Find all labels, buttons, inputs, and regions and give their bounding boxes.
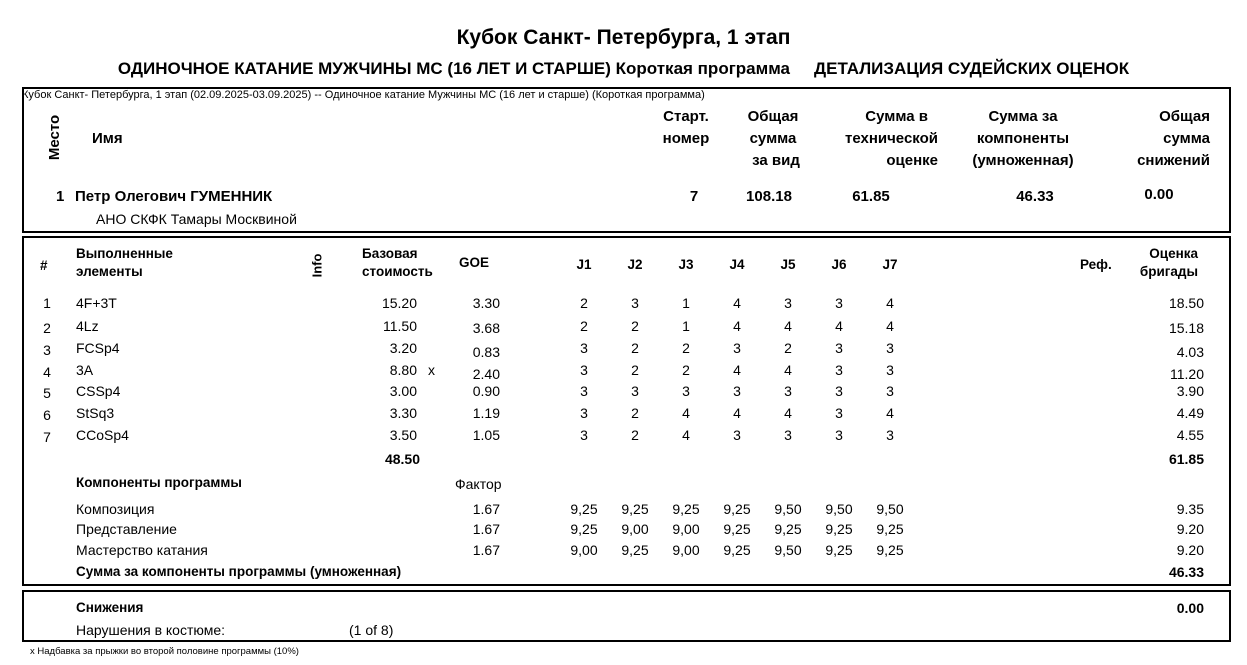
element-judge-score: 3 bbox=[886, 362, 894, 378]
element-number: 3 bbox=[43, 342, 51, 358]
base-value-total: 48.50 bbox=[384, 451, 420, 467]
total-score-header: Общая сумма за вид bbox=[747, 108, 800, 169]
tes-header: Сумма в технической оценке bbox=[844, 108, 938, 169]
element-goe: 3.68 bbox=[472, 320, 500, 336]
element-goe: 3.30 bbox=[472, 295, 500, 311]
judge-header-j1: J1 bbox=[576, 257, 592, 272]
element-judge-score: 4 bbox=[886, 295, 894, 311]
component-judge-score: 9,25 bbox=[825, 521, 853, 537]
component-judge-score: 9,25 bbox=[621, 542, 649, 558]
component-factor: 1.67 bbox=[472, 501, 500, 517]
skater-name: Петр Олегович ГУМЕННИК bbox=[75, 188, 273, 205]
component-judge-score: 9,25 bbox=[570, 521, 598, 537]
element-goe: 2.40 bbox=[472, 366, 500, 382]
subtitle-category: ОДИНОЧНОЕ КАТАНИЕ МУЖЧИНЫ МС (16 ЛЕТ И СТАРШЕ) Короткая программа bbox=[117, 59, 790, 78]
panel-score-header: Оценка бригады bbox=[1139, 246, 1198, 279]
start-number-header: Старт. номер bbox=[662, 108, 710, 147]
goe-header: GOE bbox=[459, 255, 490, 270]
component-judge-score: 9,25 bbox=[774, 521, 802, 537]
element-base-value: 3.30 bbox=[389, 405, 417, 421]
element-panel-score: 3.90 bbox=[1176, 383, 1204, 399]
components-title: Компоненты программы bbox=[76, 475, 242, 490]
element-judge-score: 4 bbox=[733, 318, 741, 334]
factor-header: Фактор bbox=[455, 476, 502, 492]
element-judge-score: 3 bbox=[835, 340, 843, 356]
element-judge-score: 4 bbox=[886, 318, 894, 334]
element-judge-score: 3 bbox=[835, 405, 843, 421]
component-name: Композиция bbox=[76, 501, 155, 517]
costume-violation-value: (1 of 8) bbox=[349, 622, 394, 638]
element-base-value: 15.20 bbox=[381, 295, 417, 311]
deductions-total: 0.00 bbox=[1176, 600, 1204, 616]
element-judge-score: 2 bbox=[580, 318, 588, 334]
deductions-header: Общая сумма снижений bbox=[1137, 108, 1210, 169]
element-judge-score: 3 bbox=[580, 383, 588, 399]
element-panel-score: 4.03 bbox=[1176, 344, 1204, 360]
component-judge-score: 9,25 bbox=[876, 542, 904, 558]
element-name: CCoSp4 bbox=[76, 427, 129, 443]
component-judge-score: 9,50 bbox=[876, 501, 904, 517]
element-judge-score: 3 bbox=[835, 427, 843, 443]
element-judge-score: 3 bbox=[631, 383, 639, 399]
component-judge-score: 9,25 bbox=[621, 501, 649, 517]
judge-header-j6: J6 bbox=[831, 257, 847, 272]
element-judge-score: 4 bbox=[784, 318, 792, 334]
name-header: Имя bbox=[92, 130, 123, 147]
element-judge-score: 3 bbox=[580, 362, 588, 378]
element-name: 4F+3T bbox=[76, 295, 117, 311]
components-total-label: Сумма за компоненты программы (умноженная) bbox=[76, 564, 402, 579]
element-goe: 0.83 bbox=[472, 344, 500, 360]
element-base-value: 3.50 bbox=[389, 427, 417, 443]
component-panel-score: 9.20 bbox=[1176, 542, 1204, 558]
component-factor: 1.67 bbox=[472, 542, 500, 558]
element-judge-score: 4 bbox=[682, 427, 690, 443]
element-judge-score: 3 bbox=[886, 383, 894, 399]
element-bonus-mark: x bbox=[428, 362, 435, 378]
deductions-title: Снижения bbox=[76, 600, 144, 615]
skater-place: 1 bbox=[56, 188, 65, 205]
subtitle-report-type: ДЕТАЛИЗАЦИЯ СУДЕЙСКИХ ОЦЕНОК bbox=[814, 59, 1130, 78]
components-total: 46.33 bbox=[1168, 564, 1204, 580]
element-judge-score: 3 bbox=[835, 295, 843, 311]
element-judge-score: 2 bbox=[682, 340, 690, 356]
element-judge-score: 3 bbox=[886, 340, 894, 356]
element-base-value: 11.50 bbox=[383, 318, 417, 334]
skater-club: АНО СКФК Тамары Москвиной bbox=[96, 211, 297, 227]
element-number: 4 bbox=[43, 364, 51, 380]
element-judge-score: 1 bbox=[682, 318, 690, 334]
page-subtitle bbox=[0, 59, 1247, 79]
element-judge-score: 2 bbox=[631, 362, 639, 378]
element-panel-score: 11.20 bbox=[1170, 366, 1204, 382]
skater-tes: 61.85 bbox=[852, 188, 890, 205]
judge-header-j4: J4 bbox=[729, 257, 745, 272]
skater-deductions: 0.00 bbox=[1144, 186, 1174, 203]
component-judge-score: 9,25 bbox=[876, 521, 904, 537]
element-judge-score: 3 bbox=[580, 427, 588, 443]
component-judge-score: 9,25 bbox=[672, 501, 700, 517]
component-judge-score: 9,25 bbox=[723, 501, 751, 517]
element-panel-score: 4.55 bbox=[1176, 427, 1204, 443]
footnote: x Надбавка за прыжки во второй половине программы (10%) bbox=[30, 646, 299, 657]
element-judge-score: 1 bbox=[682, 295, 690, 311]
judge-header-j7: J7 bbox=[882, 257, 898, 272]
element-base-value: 3.20 bbox=[389, 340, 417, 356]
page-title: Кубок Санкт- Петербурга, 1 этап bbox=[456, 26, 791, 49]
component-judge-score: 9,50 bbox=[825, 501, 853, 517]
element-judge-score: 3 bbox=[733, 427, 741, 443]
component-judge-score: 9,25 bbox=[723, 521, 751, 537]
element-judge-score: 3 bbox=[682, 383, 690, 399]
element-judge-score: 3 bbox=[631, 295, 639, 311]
ref-header: Реф. bbox=[1080, 257, 1112, 272]
element-judge-score: 2 bbox=[682, 362, 690, 378]
info-header: Info bbox=[309, 253, 325, 277]
component-name: Представление bbox=[76, 521, 177, 537]
component-judge-score: 9,00 bbox=[672, 521, 700, 537]
element-number: 5 bbox=[43, 385, 51, 401]
element-judge-score: 3 bbox=[784, 427, 792, 443]
num-header: # bbox=[40, 258, 48, 273]
element-base-value: 3.00 bbox=[389, 383, 417, 399]
component-panel-score: 9.35 bbox=[1176, 501, 1204, 517]
element-judge-score: 3 bbox=[733, 340, 741, 356]
element-judge-score: 3 bbox=[580, 340, 588, 356]
component-name: Мастерство катания bbox=[76, 542, 208, 558]
component-judge-score: 9,00 bbox=[621, 521, 649, 537]
place-header: Место bbox=[46, 114, 64, 160]
component-judge-score: 9,50 bbox=[774, 542, 802, 558]
skater-total-score: 108.18 bbox=[746, 188, 792, 205]
element-number: 2 bbox=[43, 320, 51, 336]
element-judge-score: 2 bbox=[631, 340, 639, 356]
element-judge-score: 3 bbox=[580, 405, 588, 421]
judge-header-j2: J2 bbox=[627, 257, 643, 272]
element-goe: 1.19 bbox=[472, 405, 500, 421]
element-judge-score: 2 bbox=[580, 295, 588, 311]
element-judge-score: 3 bbox=[784, 295, 792, 311]
element-judge-score: 4 bbox=[733, 405, 741, 421]
element-panel-score: 4.49 bbox=[1176, 405, 1204, 421]
element-name: CSSp4 bbox=[76, 383, 121, 399]
component-judge-score: 9,25 bbox=[723, 542, 751, 558]
element-judge-score: 3 bbox=[784, 383, 792, 399]
element-judge-score: 4 bbox=[733, 362, 741, 378]
element-judge-score: 3 bbox=[835, 383, 843, 399]
component-judge-score: 9,25 bbox=[825, 542, 853, 558]
element-number: 1 bbox=[43, 295, 51, 311]
element-name: 4Lz bbox=[76, 318, 99, 334]
component-factor: 1.67 bbox=[472, 521, 500, 537]
element-judge-score: 2 bbox=[784, 340, 792, 356]
element-goe: 1.05 bbox=[472, 427, 500, 443]
element-judge-score: 4 bbox=[784, 405, 792, 421]
element-judge-score: 2 bbox=[631, 405, 639, 421]
element-judge-score: 3 bbox=[835, 362, 843, 378]
element-judge-score: 4 bbox=[733, 295, 741, 311]
skater-pcs: 46.33 bbox=[1016, 188, 1054, 205]
event-line: Кубок Санкт- Петербурга, 1 этап (02.09.2025-03.09.2025) -- Одиночное катание Мужчины МС (16 лет и старше) (Короткая программа) bbox=[22, 89, 705, 101]
element-judge-score: 2 bbox=[631, 427, 639, 443]
element-base-value: 8.80 bbox=[389, 362, 417, 378]
costume-violation-label: Нарушения в костюме: bbox=[76, 622, 226, 638]
pcs-header: Сумма за компоненты (умноженная) bbox=[972, 108, 1074, 169]
skater-start-number: 7 bbox=[689, 188, 699, 205]
element-judge-score: 4 bbox=[835, 318, 843, 334]
element-judge-score: 3 bbox=[733, 383, 741, 399]
element-name: FCSp4 bbox=[76, 340, 120, 356]
element-panel-score: 15.18 bbox=[1168, 320, 1204, 336]
judge-header-j5: J5 bbox=[780, 257, 796, 272]
element-judge-score: 4 bbox=[886, 405, 894, 421]
component-judge-score: 9,00 bbox=[672, 542, 700, 558]
element-name: StSq3 bbox=[76, 405, 115, 421]
elements-score-total: 61.85 bbox=[1168, 451, 1204, 467]
element-judge-score: 3 bbox=[886, 427, 894, 443]
elements-header: Выполненные элементы bbox=[76, 246, 173, 279]
component-panel-score: 9.20 bbox=[1176, 521, 1204, 537]
component-judge-score: 9,25 bbox=[570, 501, 598, 517]
element-number: 6 bbox=[43, 407, 51, 423]
element-judge-score: 4 bbox=[784, 362, 792, 378]
element-judge-score: 4 bbox=[682, 405, 690, 421]
component-judge-score: 9,00 bbox=[570, 542, 598, 558]
element-number: 7 bbox=[43, 429, 51, 445]
element-panel-score: 18.50 bbox=[1168, 295, 1204, 311]
element-name: 3A bbox=[76, 362, 94, 378]
element-judge-score: 2 bbox=[631, 318, 639, 334]
base-value-header: Базовая стоимость bbox=[362, 246, 433, 279]
component-judge-score: 9,50 bbox=[774, 501, 802, 517]
element-goe: 0.90 bbox=[472, 383, 500, 399]
judge-header-j3: J3 bbox=[678, 257, 694, 272]
